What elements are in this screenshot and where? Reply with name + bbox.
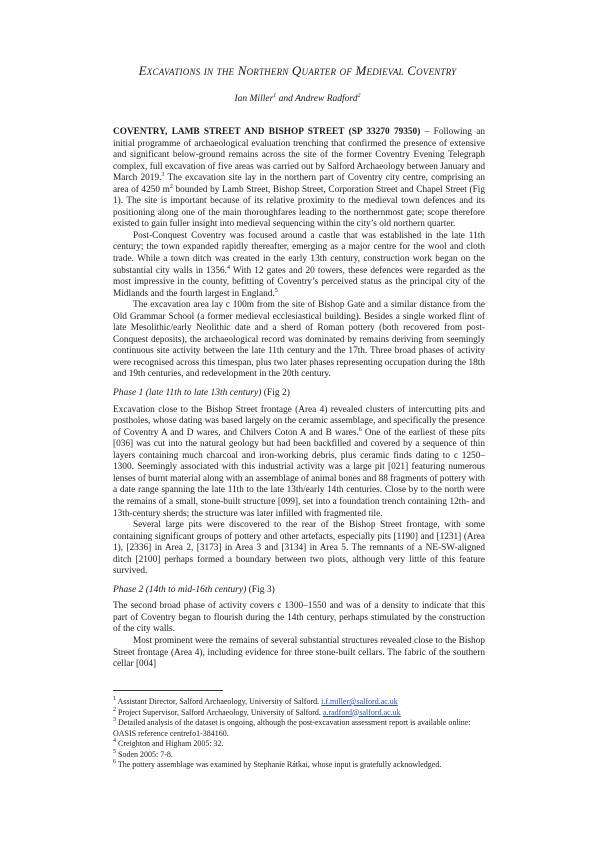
phase-1-paragraph-1 [113, 405, 485, 520]
footnote-1 [113, 697, 485, 708]
article-body [113, 127, 485, 671]
footnote-number: 3 [113, 717, 116, 723]
phase-1-text-1a: Excavation close to the Bishop Street frontage (Area 4) revealed clusters of intercutting pits and postholes, whose dating was based largely on the ceramic assemblage, and specifically the presence of Coventry A and D wares, and Chilvers Coton A and B wares. [113, 404, 485, 438]
phase-1-fig-ref: (Fig 2) [261, 388, 290, 399]
footnote-text: Creighton and Higham 2005: 32. [116, 739, 224, 748]
footnote-text: The pottery assemblage was examined by Stephanie Rátkai, whose input is gratefully acknowledged. [116, 760, 442, 769]
phase-1-title: Phase 1 (late 11th to late 13th century) [113, 388, 262, 399]
footnote-text: Soden 2005: 7-8. [116, 749, 173, 759]
phase-1-paragraph-2: Several large pits were discovered to the rear of the Bishop Street frontage, with some containing significant groups of pottery and other artefacts, especially pits [1190] and [1231] (Area 1), [2336] in Area 2, [3173] in Area 3 and [3134] in Area 5. The remnants of a NE-SW-aligned ditch [2100] perhaps formed a boundary between two plots, although very little of this feature survived. [113, 520, 485, 577]
footnote-4 [113, 739, 485, 750]
phase-2-paragraph-2: Most prominent were the remains of several substantial structures revealed close to the Bishop Street frontage (Area 4), including evidence for three stone-built cellars. The fabric of the southern cellar [004] [113, 635, 485, 670]
footnote-number: 4 [113, 738, 116, 744]
footnote-number: 6 [113, 759, 116, 765]
email-link[interactable]: a.radford@salford.ac.uk [322, 707, 401, 717]
footnote-ref-5[interactable]: 5 [274, 287, 278, 294]
author-2-note[interactable]: 2 [357, 93, 361, 99]
intro-paragraph-2 [113, 231, 485, 300]
phase-2-title: Phase 2 (14th to mid-16th century) [113, 584, 247, 595]
footnote-text: Detailed analysis of the dataset is ongoing, although the post-excavation assessment report is available online: OASIS reference centrefo1-384160. [113, 718, 471, 738]
footnote-2 [113, 708, 485, 719]
footnote-6 [113, 760, 485, 771]
footnote-3 [113, 718, 485, 739]
phase-1-heading [113, 388, 485, 400]
author-1-note[interactable]: 1 [273, 93, 277, 99]
title-text: Excavations in the Northern Quarter of Medieval Coventry [138, 63, 457, 78]
footnote-ref-6[interactable]: 6 [358, 426, 362, 433]
intro-text-2b: With 12 gates and 20 towers, these defences were regarded as the most impressive in the county, befitting of Coventry’s perceived status as the principal city of the Midlands and the fourth largest in England. [113, 265, 485, 299]
author-1: Ian Miller [234, 94, 274, 104]
footnotes [113, 697, 485, 771]
phase-2-paragraph-1: The second broad phase of activity covers c 1300–1550 and was of a density to indicate that this part of Coventry began to flourish during the 14th century, perhaps stimulated by the construction of the city walls. [113, 601, 485, 635]
footnote-ref-4[interactable]: 4 [226, 264, 230, 271]
site-heading: COVENTRY, LAMB STREET AND BISHOP STREET (SP 33270 79350) [113, 127, 421, 137]
phase-2-heading [113, 585, 485, 597]
area-unit-superscript: 2 [169, 183, 173, 190]
article-title [0, 63, 595, 79]
footnote-5 [113, 750, 485, 761]
author-2: Andrew Radford [295, 94, 358, 104]
intro-paragraph-3: The excavation area lay c 100m from the site of Bishop Gate and a similar distance from the Old Grammar School (a former medieval ecclesiastical building). Besides a single worked flint of late Mesolithic/early Neolithic date and a sherd of Roman pottery (both recovered from post-Conquest deposits), the archaeological record was dominated by remains deriving from seemingly continuous site activity between the late 11th century and the 17th. Three broad phases of activity were recognised across this timespan, plus two later phases representing occupation during the 18th and 19th centuries, and redevelopment in the 20th century. [113, 300, 485, 380]
footnote-ref-3[interactable]: 3 [161, 172, 165, 179]
author-and: and [278, 94, 293, 104]
footnote-number: 5 [113, 748, 116, 755]
intro-paragraph-1 [113, 127, 485, 231]
phase-1-text-1b: One of the earliest of these pits [036] was cut into the natural geology but had been backfilled and covered by a sequence of thin layers containing much charcoal and iron-working debris, plus ceramic finds dating to c 1250–1300. Seemingly associated with this industrial activity was a large pit [021] featuring numerous lenses of burnt material along with an assemblage of animal bones and 88 fragments of pottery with a date range spanning the late 11th to the late 13th/early 14th centuries. Close by to the north were the remains of a small, stone-built structure [099], set into a foundation trench containing 12th- and 13th-century sherds; the structure was later infilled with fragmented tile. [113, 427, 486, 519]
footnote-text: Project Supervisor, Salford Archaeology, University of Salford. [116, 707, 323, 717]
footnote-number: 2 [113, 706, 116, 713]
author-line [0, 94, 595, 104]
phase-2-fig-ref: (Fig 3) [246, 584, 275, 595]
footnote-number: 1 [113, 696, 116, 702]
intro-text-2a: Post-Conquest Coventry was focused around a castle that was established in the late 11th century; the town expanded rapidly thereafter, emerging as a major centre for the wool and cloth trade. While a town ditch was created in the early 13th century, construction work began on the substantial city walls in 1356. [113, 230, 485, 276]
intro-text-1c: bounded by Lamb Street, Bishop Street, Corporation Street and Chapel Street (Fig 1). The site is important because of its relative proximity to the medieval town defences and its positioning along one of the main thoroughfares leading to the northernmost gate; scope therefore existed to gain fuller insight into medieval sequencing within the city’s old northern quarter. [113, 184, 485, 230]
email-link[interactable]: i.f.miller@salford.ac.uk [321, 697, 398, 706]
footnote-text: Assistant Director, Salford Archaeology, University of Salford. [116, 697, 322, 706]
intro-text-1a: – Following an initial programme of archaeological evaluation trenching that confirmed the presence of extensive and significant below-ground remains across the site of the former Coventry Evening Telegraph complex, full excavation of five areas was carried out by Salford Archaeology between January and March 2019. [113, 127, 485, 184]
footnote-divider [113, 690, 223, 691]
intro-text-1b: The excavation site lay in the northern part of Coventry city centre, comprising an area of 4250 m [113, 173, 485, 195]
